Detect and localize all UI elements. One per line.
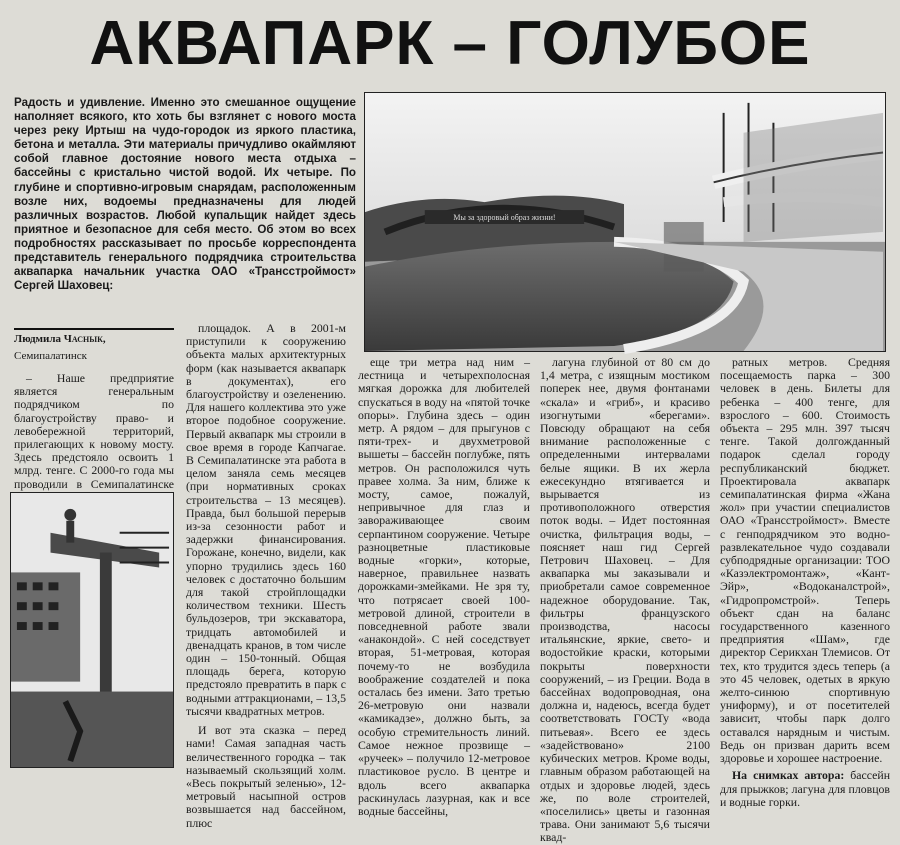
photo-caption	[720, 769, 890, 809]
page-title: АКВАПАРК – ГОЛУБОЕ	[89, 9, 811, 78]
column-4-text: лагуна глубиной от 80 см до 1,4 метра, с изящным мостиком поперек нее, двумя фонтанами «скала» и «гриб», и красиво изогнутыми «берегами». Повсюду обращают на себя внимание расположенные с определенными интервалами белые ящики. В их жерла ежесекундно втягивается и вырывается из противоположного отверстия поток воды. – Идет постоянная очистка, фильтрация воды, – поясняет наш гид Сергей Петрович Шаховец. – Для аквапарка мы заказывали и приобретали самое современное надежное оборудование. Так, фильтры французского производства, насосы итальянские, яркие, свето- и водостойкие краски, которыми покрыты поверхности сооружений, – из Греции. Вода в бассейнах водопроводная, она должна и, надеюсь, всегда будет соответствовать ГОСТу «вода питьевая». Всего ее здесь «задействовано» 2100 кубических метров. Кроме воды, главным образом работающей на отдых и здоровье людей, здесь же, по воле строителей, «поселились» цветы и газонная трава. Они занимают 5,6 тысячи квад-	[540, 355, 710, 845]
column-5-text: ратных метров. Средняя посещаемость парка – 300 человек в день. Билеты для ребенка – 400 тенге, для взрослого – 600. Стоимость объекта – 295 млн. 397 тысяч тенге. Такой долгожданный подарок сделал городу республиканский бюджет. Проектировала аквапарк семипалатинская фирма «Жана жол» при участии специалистов ОАО «Трансстроймост». Вместе с генподрядчиком это водно-развлекательное чудо создавали субподрядные организации: ТОО «Казэлектромонтаж», «Кант-Эйр», «Водоканалстрой», «Гидропромстрой». Теперь объект сдан на баланс государственного казенного предприятия «Шам», где директор Серикхан Тлемисов. От тех, кто трудится здесь теперь (а это 45 человек, одетых в яркую желто-синюю спортивную униформу), и от посетителей зависит, чтобы парк долго оставался нарядным и чистым. Ведь он призван дарить всем здоровье и хорошее настроение.	[720, 355, 890, 766]
byline	[14, 328, 174, 362]
author-first-name: Людмила	[14, 333, 62, 345]
article-column-1	[14, 372, 174, 490]
caption-text: бассейн для прыжков; лагуна для пловцов и водные горки.	[720, 768, 891, 809]
author-surname: Часнык,	[63, 333, 106, 345]
author-name	[14, 328, 174, 346]
lead-paragraph: Радость и удивление. Именно это смешанное ощущение наполняет всякого, кто хоть бы взглянет с нового моста через реку Иртыш на чудо-городок из яркого пластика, бетона и металла. Эти материалы причудливо окаймляют собой главное достояние нового места отдыха – бассейны с кристально чистой водой. Их четыре. По глубине и спортивно-игровым снарядам, расположенным возле них, водоемы предназначены для людей различных возрастов. Любой купальщик найдет здесь приятное и безопасное для себя место. Об этом во всех подробностях рассказывает по просьбе корреспондента представитель генерального подрядчика строительства аквапарка начальник участка ОАО «Трансстроймост» Сергей Шаховец:	[14, 96, 356, 293]
column-2-text: площадок. А в 2001-м приступили к сооружению объекта малых архитектурных форм (как называется аквапарк в документах), его благоустройству и озеленению. Для нашего коллектива это уже второе подобное сооружение. Первый аквапарк мы строили в свое время в городе Капчагае. В Семипалатинске эта работа в целом заняла семь месяцев (при нормативных сроках строительства – 13 месяцев). Правда, был большой перерыв из-за сезонности работ и задержки финансирования. Горожане, конечно, видели, как упорно трудились здесь 160 человек с достаточно большим для такой стройплощадки количеством техники. Шесть бульдозеров, три экскаватора, тридцать автомобилей и двенадцать кранов, в том числе один – 150-тонный. Общая площадь берега, которую предстояло превратить в парк с водными аттракционами, – 13,5 тысячи квадратных метров.	[186, 321, 346, 718]
article-column-5	[720, 355, 891, 809]
caption-label: На снимках автора:	[732, 768, 845, 783]
diving-tower-photo	[10, 492, 174, 768]
aquapark-photo	[364, 92, 886, 352]
column-3-text: еще три метра над ним – лестница и четырехполосная мягкая дорожка для любителей спускаться в воду на «пятой точке опоры». Глубина здесь – один метр. А рядом – для прыгунов с пяти-трех- и двухметровой вышеты – бассейн поглубже, пять метров. Он расположился чуть правее холма. За ним, ближе к мосту, самое, пожалуй, непривычное для глаз и завораживающее своим серпантином сооружение. Четыре разноцветные пластиковые водные «горки», которые, наверное, правильнее назвать дорожками-змейками. Не зря ту, что потрясает своей 100-метровой длиной, строители в повседневной работе звали «анакондой». С ней соседствует вторая, 51-метровая, которая почему-то не возбудила воображение создателей и пока осталась без имени. Зато третью 26-метровую они назвали «камикадзе», должно быть, за особую стремительность линий. Самое нежное прозвище – «ручеек» – получило 12-метровое пластиковое русло. В центре и вдоль всего аквапарка раскинулась лазурная, как и все водные бассейны,	[358, 355, 530, 818]
column-1-text: – Наше предприятие является генеральным подрядчиком по благоустройству право- и левобережной территорий, прилегающих к новому мосту. Здесь предстояло освоить 1 млрд. тенге. С 2000-го года мы проводили в Семипалатинске	[14, 371, 174, 491]
article-column-2	[186, 321, 346, 830]
banner-text: Мы за здоровый образ жизни!	[453, 213, 556, 223]
author-city: Семипалатинск	[14, 350, 87, 362]
column-2-text-b: И вот эта сказка – перед нами! Самая западная часть величественного городка – так называемый скользящий холм. «Весь покрытый зеленью», 12-метровый насыпной остров возвышается над бассейном, плюс	[186, 723, 346, 830]
article-column-3	[358, 355, 530, 818]
article-column-4	[540, 355, 710, 845]
